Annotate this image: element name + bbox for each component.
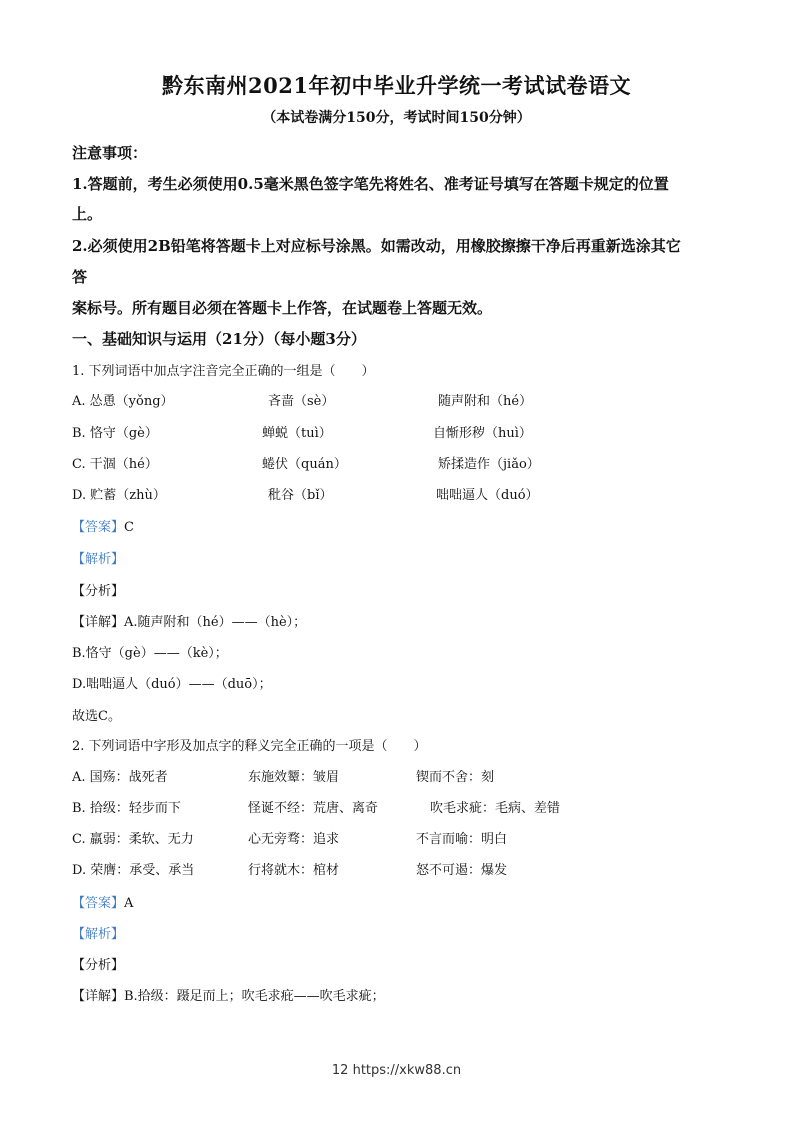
q1-option-d-1: D. 贮蓄（zhù） (72, 488, 166, 503)
notes-line-2b: 答 (72, 268, 88, 286)
q1-jiexi-tag: 【解析】 (72, 552, 125, 567)
q1-option-c-3: 矫揉造作（jiǎo） (438, 457, 540, 472)
exam-subtitle: （本试卷满分150分，考试时间150分钟） (262, 110, 531, 126)
q2-option-c-3: 不言而喻：明白 (416, 832, 508, 847)
exam-title: 黔东南州2021年初中毕业升学统一考试试卷语文 (162, 73, 631, 98)
q1-detail-1: 【详解】A.随声附和（hé）——（hè）； (72, 615, 307, 630)
q2-fenxi-tag: 【分析】 (72, 958, 125, 973)
q2-detail-1: 【详解】B.拾级：蹑足而上；吹毛求疪——吹毛求疵； (72, 989, 385, 1004)
q2-option-b-3: 吹毛求疵：毛病、差错 (430, 801, 561, 816)
q1-fenxi-tag: 【分析】 (72, 584, 125, 599)
q1-option-d-3: 咄咄逼人（duó） (436, 488, 539, 503)
q1-answer-tag: 【答案】 (72, 520, 125, 535)
q2-jiexi-tag: 【解析】 (72, 927, 125, 942)
q1-conclusion: 故选C。 (72, 709, 121, 724)
q1-option-a-1: A. 怂恿（yǒng） (72, 394, 174, 409)
page-footer: 12 https://xkw88.cn (331, 1063, 462, 1078)
q1-option-d-2: 秕谷（bǐ） (268, 488, 333, 503)
q2-option-b-2: 怪诞不经：荒唐、离奇 (248, 801, 379, 816)
notes-line-1b: 上。 (72, 205, 103, 223)
q1-option-b-3: 自惭形秽（huì） (433, 426, 532, 441)
q2-option-a-3: 锲而不舍：刻 (416, 770, 495, 785)
notes-line-2c: 案标号。所有题目必须在答题卡上作答，在试题卷上答题无效。 (72, 299, 493, 317)
q1-option-a-2: 吝啬（sè） (268, 394, 335, 409)
q2-option-d-3: 怒不可遏：爆发 (416, 863, 508, 878)
q2-answer-tag: 【答案】 (72, 896, 125, 911)
notes-line-1a: 1.答题前，考生必须使用0.5毫米黑色签字笔先将姓名、准考证号填写在答题卡规定的位置 (72, 175, 669, 193)
q1-answer-value: C (124, 520, 134, 535)
q2-option-b-1: B. 拾级：轻步而下 (72, 801, 181, 816)
q1-option-b-1: B. 恪守（gè） (72, 426, 158, 441)
q2-option-d-1: D. 荣膺：承受、承当 (72, 863, 195, 878)
q2-stem: 2. 下列词语中字形及加点字的释义完全正确的一项是（ ） (72, 739, 427, 754)
q2-option-c-1: C. 羸弱：柔软、无力 (72, 832, 194, 847)
q1-option-a-3: 随声附和（hé） (438, 394, 533, 409)
q1-option-c-1: C. 干涸（hé） (72, 457, 158, 472)
section-heading: 一、基础知识与运用（21分）（每小题3分） (72, 330, 366, 348)
q1-detail-3: D.咄咄逼人（duó）——（duō）； (72, 677, 272, 692)
q1-answer (72, 516, 134, 535)
q1-option-b-2: 蝉蜕（tuì） (262, 426, 332, 441)
q2-option-a-1: A. 国殇：战死者 (72, 770, 168, 785)
q1-stem: 1. 下列词语中加点字注音完全正确的一组是（ ） (72, 364, 375, 379)
q1-option-c-2: 蜷伏（quán） (262, 457, 347, 472)
q2-answer-value: A (124, 896, 134, 911)
notes-line-2a: 2.必须使用2B铅笔将答题卡上对应标号涂黑。如需改动，用橡胶擦擦干净后再重新选涂其它 (72, 237, 681, 255)
q1-detail-2: B.恪守（gè）——（kè）； (72, 646, 228, 661)
q2-option-a-2: 东施效颦：皱眉 (248, 770, 340, 785)
q2-option-c-2: 心无旁骛：追求 (248, 832, 340, 847)
notes-heading: 注意事项： (72, 144, 148, 162)
q2-option-d-2: 行将就木：棺材 (248, 863, 340, 878)
q2-answer (72, 892, 133, 911)
